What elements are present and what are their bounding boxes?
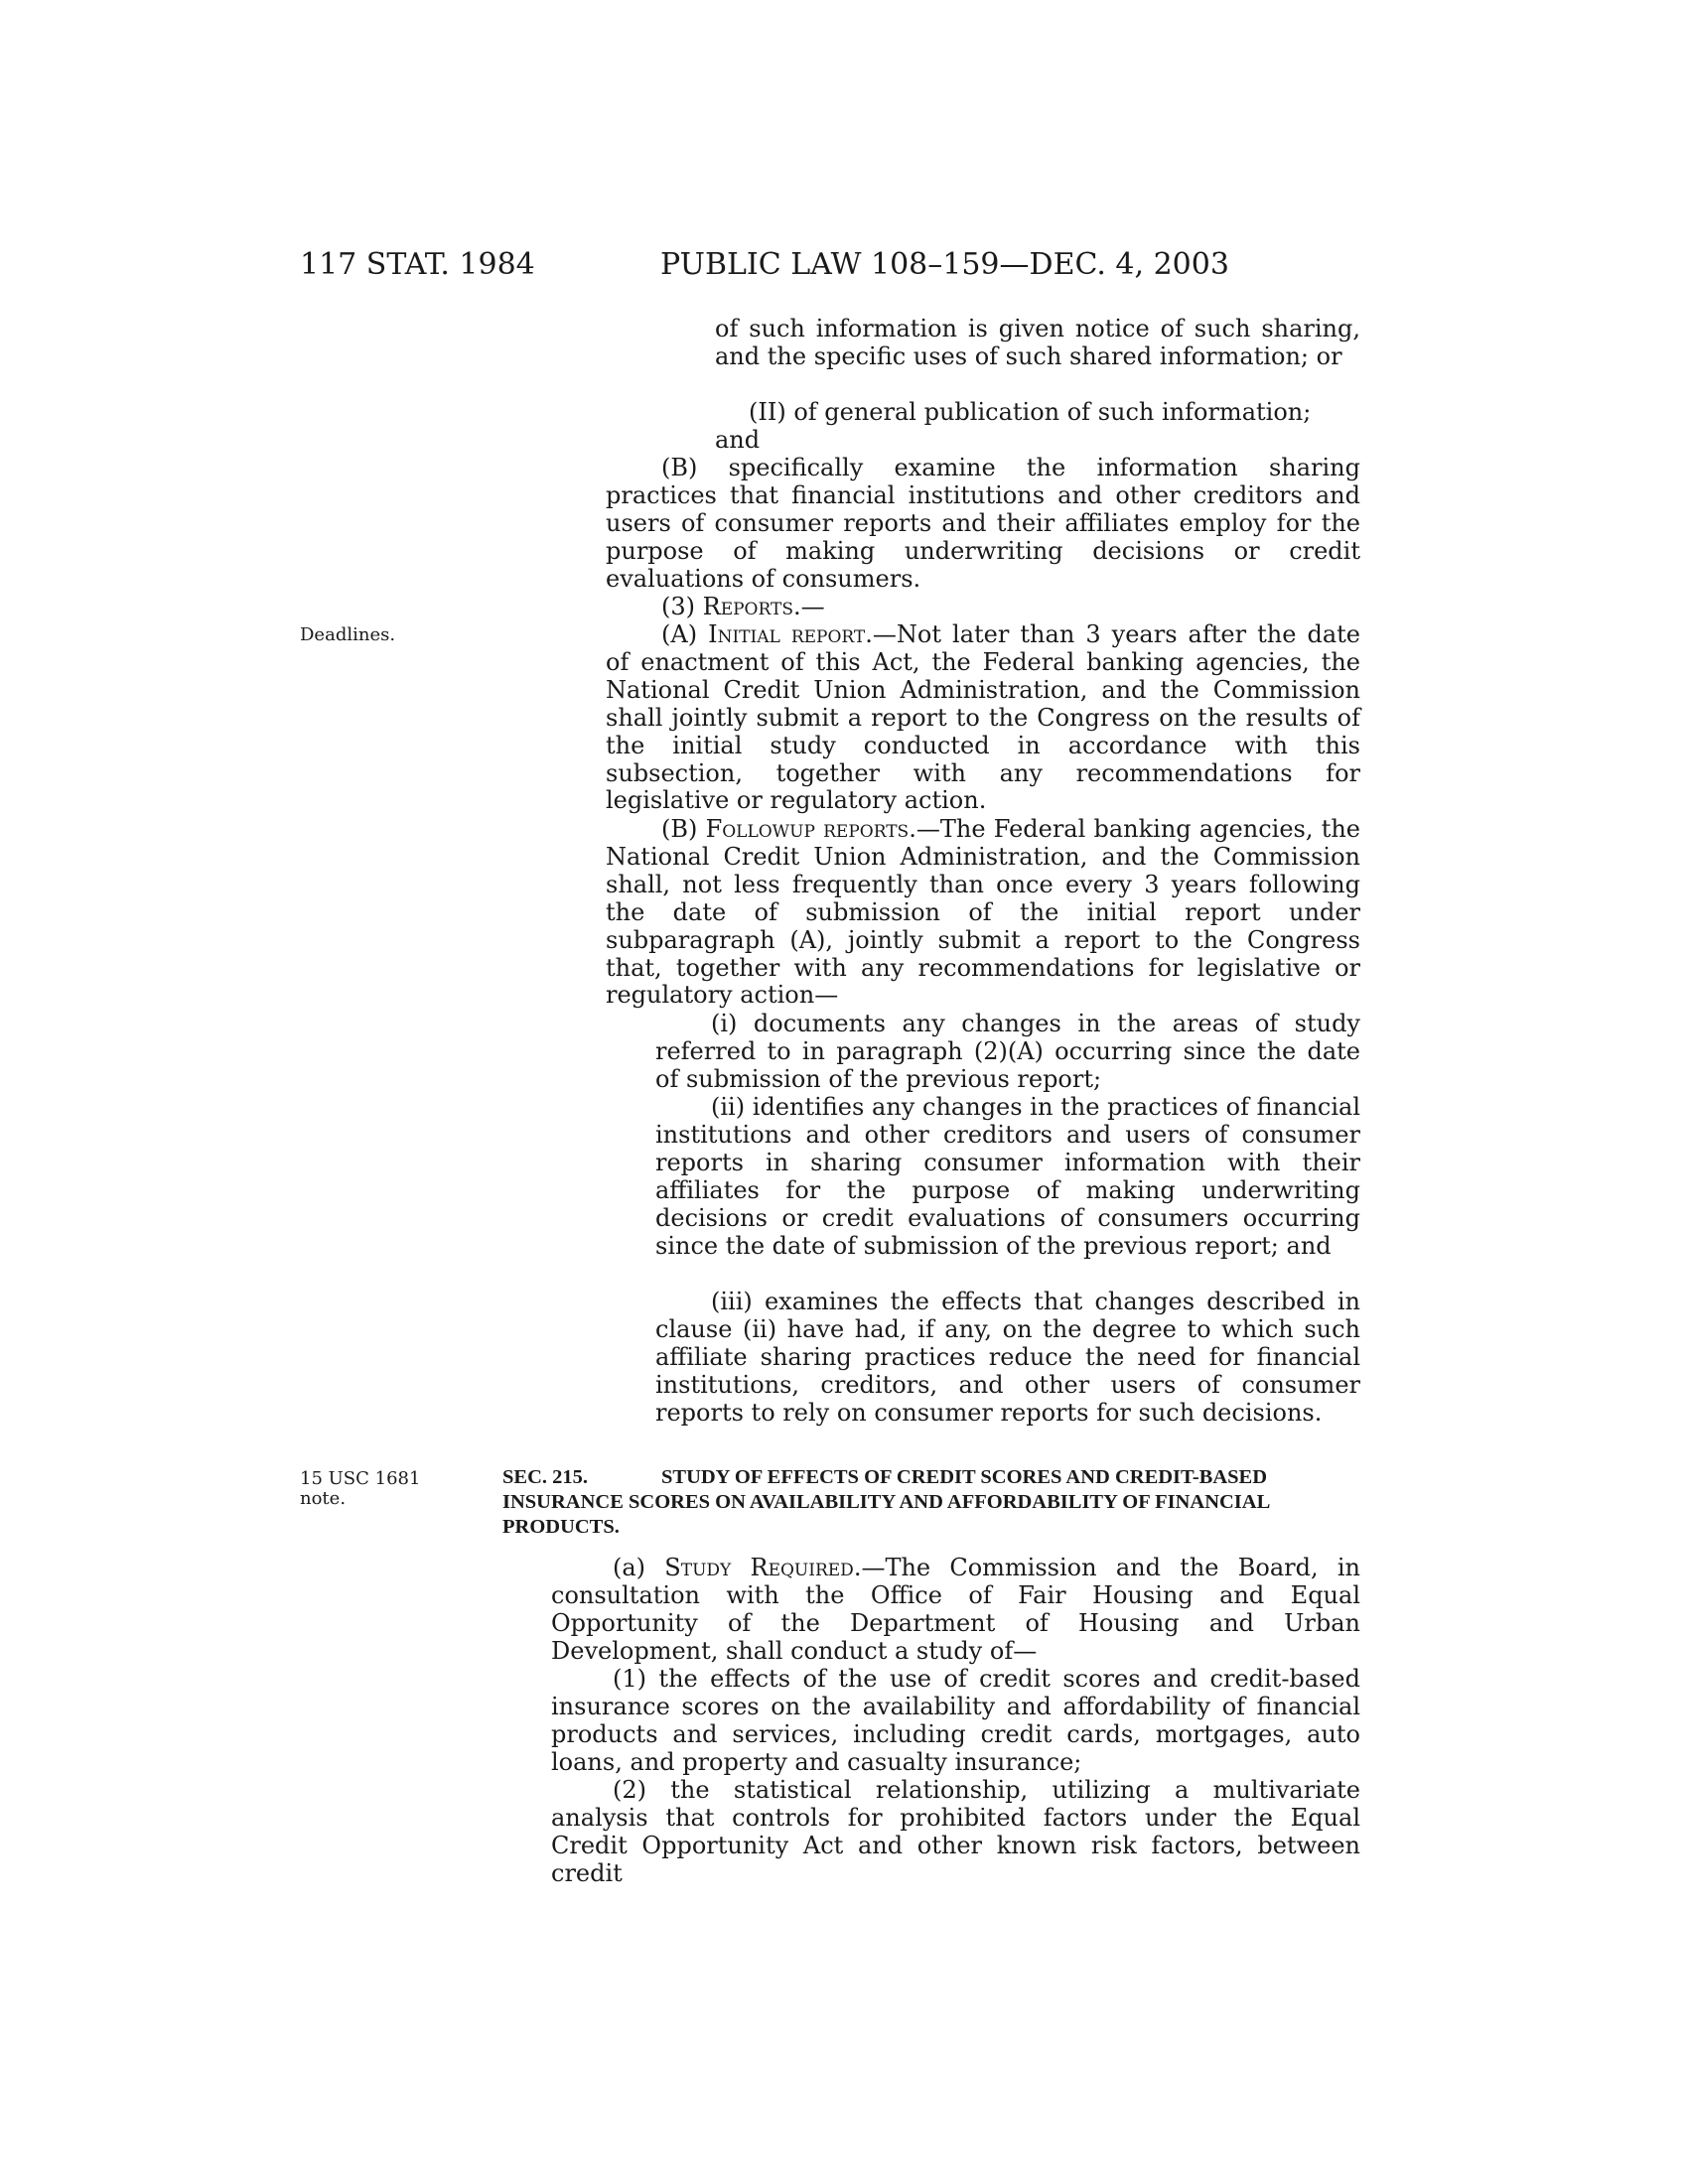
initial-report-number: (A) (661, 620, 709, 648)
initial-report-text: .—Not later than 3 years after the date of enactment of this Act, the Federal banking agencies, the National Credit Union Administration, and the Commission shall jointly submit a report to the Congress on the results of the initial study conducted in accordance with this subsection, together with any recommendations for legislative or regulatory action. (606, 620, 1360, 815)
paragraph-a-initial-report (606, 621, 1360, 815)
margin-note-usc-line1: 15 USC 1681 (300, 1468, 421, 1489)
study-required-text: .—The Commission and the Board, in consultation with the Office of Fair Housing and Equal Opportunity of the Department of Housing and Urban Development, shall conduct a study of— (551, 1554, 1361, 1665)
reports-dash: .— (792, 593, 825, 620)
clause-i: (i) documents any changes in the areas of study referred to in paragraph (2)(A) occurring since the date of submission of the previous report; (655, 1010, 1360, 1093)
reports-number: (3) (661, 593, 703, 620)
study-required-heading: Study Required (664, 1554, 854, 1581)
margin-note-usc-line2: note. (300, 1488, 347, 1509)
margin-note-deadlines: Deadlines. (300, 624, 396, 645)
statute-page-number: 117 STAT. 1984 (300, 247, 535, 282)
paragraph-a-study-required (551, 1555, 1360, 1666)
section-number: SEC. 215. (502, 1466, 589, 1488)
paragraph-2-statistical: (2) the statistical relationship, utilizing a multivariate analysis that controls for prohibited factors under the Equal Credit Opportunity Act and other known risk factors, between credit (551, 1776, 1360, 1887)
reports-heading: Reports (702, 593, 793, 620)
paragraph-b-followup-reports (606, 816, 1360, 1010)
paragraph-b-examine: (B) specifically examine the information sharing practices that financial institutions and other creditors and users of consumer reports and their affiliates employ for the purpose of making underwriting decisions or credit evaluations of consumers. (606, 454, 1360, 593)
margin-note-usc (300, 1469, 420, 1509)
clause-ii: (ii) identifies any changes in the practices of financial institutions and other creditors and users of consumer reports in sharing consumer information with their affiliates for the purpose of making underwriting decisions or credit evaluations of consumers occurring since the date of submission of the previous report; and (655, 1093, 1360, 1260)
paragraph-and: and (715, 426, 761, 454)
followup-heading: Followup reports (705, 815, 910, 843)
paragraph-sharing-notice: of such information is given notice of such sharing, and the specific uses of such shared information; or (715, 315, 1360, 370)
paragraph-3-reports (606, 594, 1360, 621)
section-heading (502, 1465, 1376, 1540)
paragraph-1-effects: (1) the effects of the use of credit scores and credit-based insurance scores on the availability and affordability of financial products and services, including credit cards, mortgages, auto loans, and property and casualty insurance; (551, 1665, 1360, 1776)
paragraph-general-publication: (II) of general publication of such information; (749, 398, 1312, 426)
page-header-title: PUBLIC LAW 108–159—DEC. 4, 2003 (660, 247, 1229, 282)
followup-number: (B) (661, 815, 706, 843)
followup-text: .—The Federal banking agencies, the National Credit Union Administration, and the Commission shall, not less frequently than once every 3 years following the date of submission of the initial report under subparagraph (A), jointly submit a report to the Congress that, together with any recommendations for legislative or regulatory action— (606, 815, 1361, 1010)
initial-report-heading: Initial report (708, 620, 866, 648)
section-title: STUDY OF EFFECTS OF CREDIT SCORES AND CREDIT-BASED INSURANCE SCORES ON AVAILABILITY AND AFFORDABILITY OF FINANCIAL PRODUCTS. (502, 1466, 1270, 1538)
clause-iii: (iii) examines the effects that changes described in clause (ii) have had, if any, on the degree to which such affiliate sharing practices reduce the need for financial institutions, creditors, and other users of consumer reports to rely on consumer reports for such decisions. (655, 1288, 1360, 1427)
study-required-number: (a) (613, 1554, 665, 1581)
